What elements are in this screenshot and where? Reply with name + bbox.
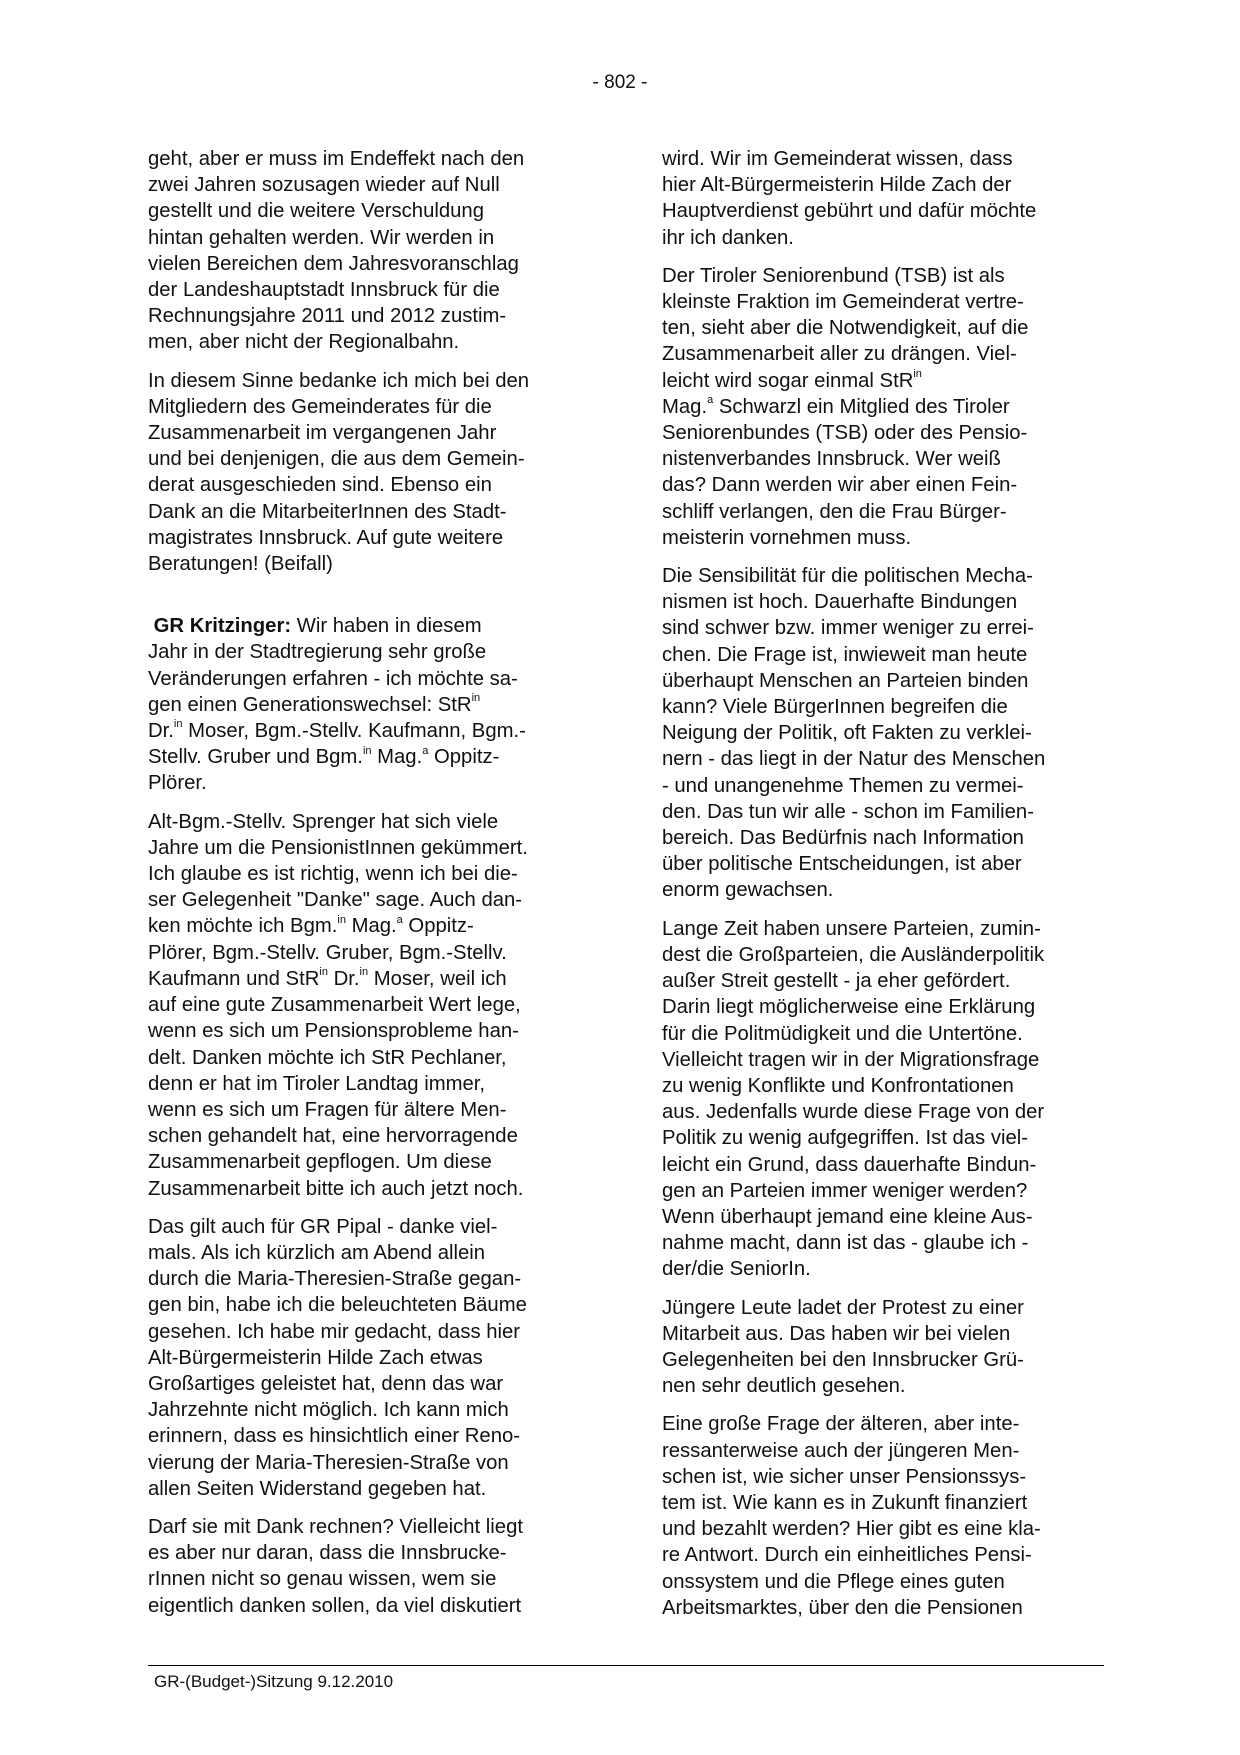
speaker-paragraph: GR Kritzinger: Wir haben in diesem Jahr in der Stadtregierung sehr große Veränderungen erfahren - ich möchte sa- gen einen Generationswechsel: StR$^{in}$ Dr.$^{in}$ Moser, Bgm.-Stellv. Kaufmann, Bgm.- Stellv. Gruber und Bgm.$^{in}$ Mag.$^a$ Oppitz- Plörer.	[148, 615, 526, 795]
paragraph: Der Tiroler Seniorenbund (TSB) ist als kleinste Fraktion im Gemeinderat vertre- ten, sieht aber die Notwendigkeit, auf die Zusammenarbeit aller zu drängen. Viel- leicht wird sogar einmal StR$^{in}$ Mag.$^a$ Schwarzl ein Mitglied des Tiroler Seniorenbundes (TSB) oder des Pensio- nistenverbandes Innsbruck. Wer weiß das? Dann werden wir aber einen Fein- schliff verlangen, den die Frau Bürger- meisterin vornehmen muss.	[662, 264, 1029, 549]
page-number: - 802 -	[592, 72, 648, 93]
paragraph: Jüngere Leute ladet der Protest zu einer Mitarbeit aus. Das haben wir bei vielen Gelegenheiten bei den Innsbrucker Grü- nen sehr deutlich gesehen.	[662, 1296, 1024, 1398]
paragraph: wird. Wir im Gemeinderat wissen, dass hier Alt-Bürgermeisterin Hilde Zach der Hauptverdienst gebührt und dafür möchte ihr ich danken.	[662, 148, 1037, 249]
paragraph: geht, aber er muss im Endeffekt nach den zwei Jahren sozusagen wieder auf Null gestellt und die weitere Verschuldung hintan gehalten werden. Wir werden in vielen Bereichen dem Jahresvoranschlag der Landeshauptstadt Innsbruck für die Rechnungsjahre 2011 und 2012 zustim- men, aber nicht der Regionalbahn.	[148, 148, 525, 354]
left-column	[148, 146, 588, 1631]
paragraph: Lange Zeit haben unsere Parteien, zumin- dest die Großparteien, die Ausländerpolitik außer Streit gestellt - ja eher gefördert. Darin liegt möglicherweise eine Erklärung für die Politmüdigkeit und die Untertöne. Vielleicht tragen wir in der Migrationsfrage zu wenig Konflikte und Konfrontationen aus. Jedenfalls wurde diese Frage von der Politik zu wenig aufgegriffen. Ist das viel- leicht ein Grund, dass dauerhafte Bindun- gen an Parteien immer weniger werden? Wenn überhaupt jemand eine kleine Aus- nahme macht, dann ist das - glaube ich - der/die SeniorIn.	[662, 917, 1045, 1281]
paragraph: Alt-Bgm.-Stellv. Sprenger hat sich viele Jahre um die PensionistInnen gekümmert. Ich glaube es ist richtig, wenn ich bei die- ser Gelegenheit "Danke" sage. Auch dan- ken möchte ich Bgm.$^{in}$ Mag.$^a$ Oppitz- Plörer, Bgm.-Stellv. Gruber, Bgm.-Stellv. Kaufmann und StR$^{in}$ Dr.$^{in}$ Moser, weil ich auf eine gute Zusammenarbeit Wert lege, wenn es sich um Pensionsprobleme han- delt. Danken möchte ich StR Pechlaner, denn er hat im Tiroler Landtag immer, wenn es sich um Fragen für ältere Men- schen gehandelt hat, eine hervorragende Zusammenarbeit gepflogen. Um diese Zusammenarbeit bitte ich auch jetzt noch.	[148, 810, 528, 1200]
speaker-name: GR Kritzinger:	[153, 615, 292, 638]
footer-text: GR-(Budget-)Sitzung 9.12.2010	[154, 1672, 394, 1691]
right-column	[662, 146, 1102, 1633]
paragraph: Das gilt auch für GR Pipal - danke viel- mals. Als ich kürzlich am Abend allein durch die Maria-Theresien-Straße gegan- gen bin, habe ich die beleuchteten Bäume gesehen. Ich habe mir gedacht, dass hier Alt-Bürgermeisterin Hilde Zach etwas Großartiges geleistet hat, denn das war Jahrzehnte nicht möglich. Ich kann mich erinnern, dass es hinsichtlich einer Reno- vierung der Maria-Theresien-Straße von allen Seiten Widerstand gegeben hat.	[148, 1215, 527, 1500]
paragraph: In diesem Sinne bedanke ich mich bei den Mitgliedern des Gemeinderates für die Zusammenarbeit im vergangenen Jahr und bei denjenigen, die aus dem Gemein- derat ausgeschieden sind. Ebenso ein Dank an die MitarbeiterInnen des Stadt- magistrates Innsbruck. Auf gute weitere Beratungen! (Beifall)	[148, 369, 530, 576]
paragraph: Darf sie mit Dank rechnen? Vielleicht liegt es aber nur daran, dass die Innsbrucke- rInnen nicht so genau wissen, wem sie eigentlich danken sollen, da viel diskutiert	[148, 1515, 524, 1617]
footer-divider	[148, 1665, 1104, 1666]
paragraph: Die Sensibilität für die politischen Mecha- nismen ist hoch. Dauerhafte Bindungen sind schwer bzw. immer weniger zu errei- chen. Die Frage ist, inwieweit man heute überhaupt Menschen an Parteien binden kann? Viele BürgerInnen begreifen die Neigung der Politik, oft Fakten zu verklei- nern - das liegt in der Natur des Menschen - und unangenehme Themen zu vermei- den. Das tun wir alle - schon im Familien- bereich. Das Bedürfnis nach Information über politische Entscheidungen, ist aber enorm gewachsen.	[662, 565, 1046, 902]
paragraph: Eine große Frage der älteren, aber inte- ressanterweise auch der jüngeren Men- schen ist, wie sicher unser Pensionssys- tem ist. Wie kann es in Zukunft finanziert und bezahlt werden? Hier gibt es eine kla- re Antwort. Durch ein einheitliches Pensi- onssystem und die Pflege eines guten Arbeitsmarktes, über den die Pensionen	[662, 1413, 1041, 1619]
